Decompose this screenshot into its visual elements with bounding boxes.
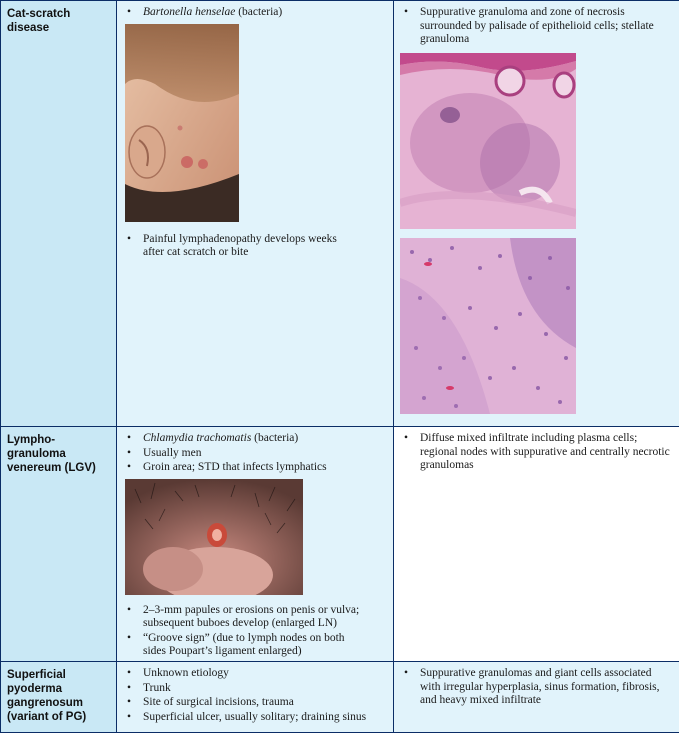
clinical-photo-groin xyxy=(125,479,393,600)
histology-item: • Suppurative granulomas and giant cells associated with irregular hyperplasia, sinus formation, fibrosis, and heavy mixed infiltrate xyxy=(402,667,670,708)
clinical-features-cell xyxy=(117,662,394,733)
feature-item: • “Groove sign” (due to lymph nodes on both sides Poupart’s ligament enlarged) xyxy=(125,632,363,659)
feature-item: • Site of surgical incisions, trauma xyxy=(125,696,385,710)
histology-image-high-power xyxy=(400,238,679,419)
feature-item: • 2–3-mm papules or erosions on penis or vulva; subsequent buboes develop (enlarged LN) xyxy=(125,604,373,631)
histology-cell xyxy=(394,427,679,662)
feature-item: • Superficial ulcer, usually solitary; draining sinus xyxy=(125,711,385,725)
histology-image-low-power xyxy=(400,53,679,234)
feature-item: • Bartonella henselae (bacteria) xyxy=(125,6,385,20)
feature-item: • Trunk xyxy=(125,682,385,696)
table-row xyxy=(1,427,679,662)
feature-item: • Chlamydia trachomatis (bacteria) xyxy=(125,432,385,446)
disease-name: Superficial pyoderma gangrenosum (variant of PG) xyxy=(1,662,117,733)
feature-item: • Painful lymphadenopathy develops weeks after cat scratch or bite xyxy=(125,233,353,260)
clinical-photo-neck xyxy=(125,24,393,227)
table-row xyxy=(1,1,679,427)
disease-name: Lympho-granuloma venereum (LGV) xyxy=(1,427,117,662)
table-row xyxy=(1,662,679,733)
histology-item: • Suppurative granuloma and zone of necrosis surrounded by palisade of epithelioid cells; stellate granuloma xyxy=(402,6,670,47)
feature-item: • Usually men xyxy=(125,447,385,461)
histology-cell xyxy=(394,1,679,427)
clinical-features-cell xyxy=(117,1,394,427)
feature-item: • Unknown etiology xyxy=(125,667,385,681)
histology-item: • Diffuse mixed infiltrate including plasma cells; regional nodes with suppurative and centrally necrotic granulomas xyxy=(402,432,670,473)
clinical-features-cell xyxy=(117,427,394,662)
feature-item: • Groin area; STD that infects lymphatics xyxy=(125,461,385,475)
disease-name: Cat-scratch disease xyxy=(1,1,117,427)
histology-cell xyxy=(394,662,679,733)
